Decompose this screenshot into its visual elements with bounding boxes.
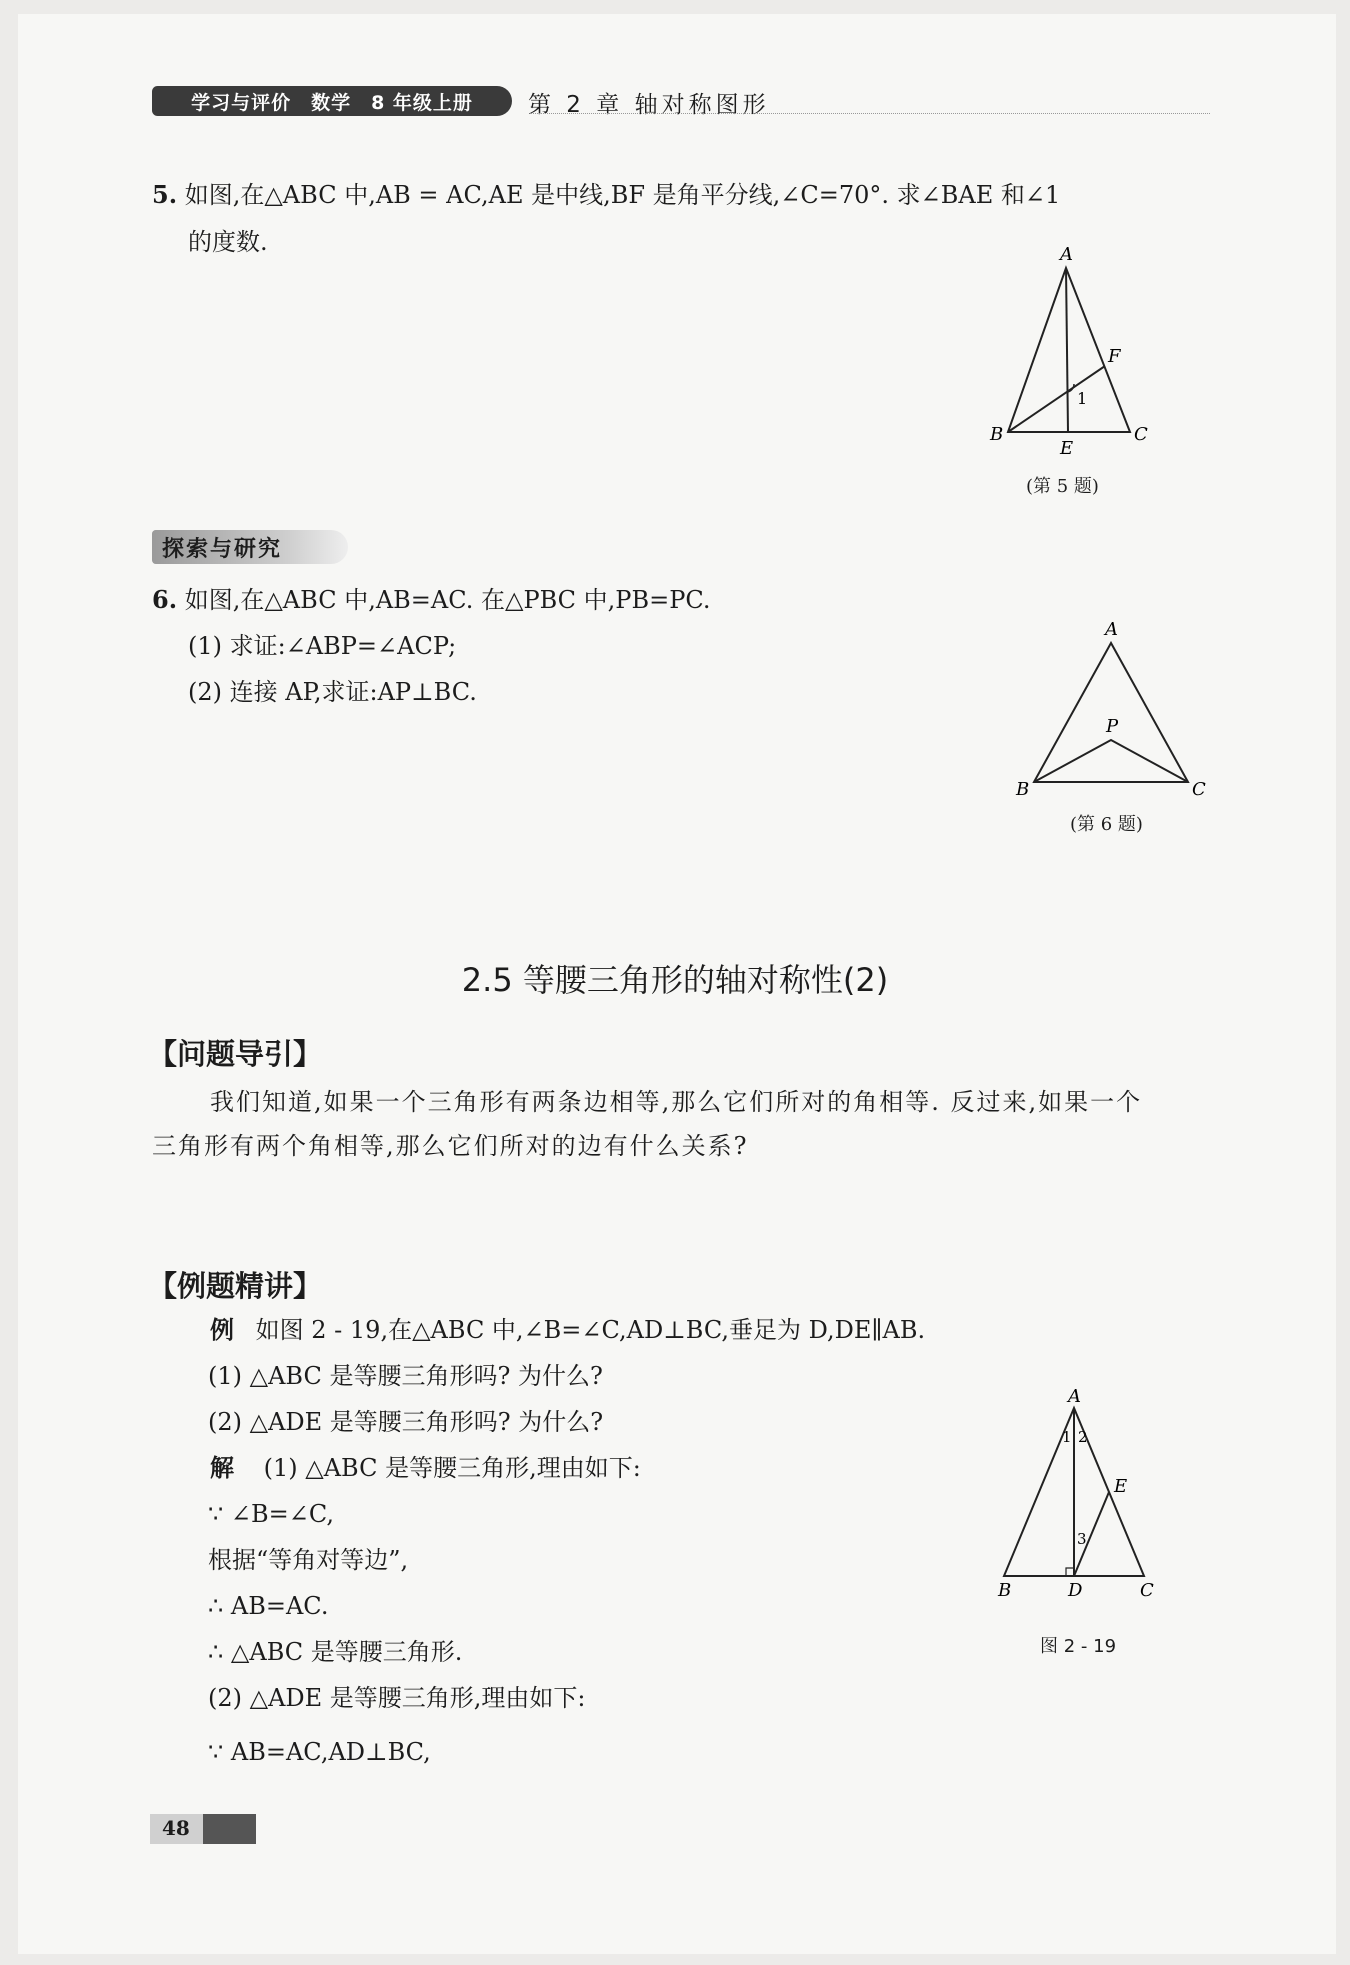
bisector-bf <box>1008 366 1105 432</box>
label-angle-3: 3 <box>1077 1530 1087 1548</box>
book-tag-grade: 8 年级上册 <box>371 91 473 114</box>
figure-2-19 <box>990 1380 1170 1600</box>
label-angle-2: 2 <box>1078 1428 1088 1446</box>
figure-5-caption: (第 5 题) <box>1026 476 1099 497</box>
book-tag-series: 学习与评价 <box>191 91 292 114</box>
problem-6-text: 如图,在△ABC 中,AB=AC. 在△PBC 中,PB=PC. <box>184 586 711 614</box>
solution-label: 解 <box>210 1454 234 1482</box>
problem-6-line1 <box>152 580 711 620</box>
example-statement-line <box>210 1310 925 1350</box>
solution-part1: (1) △ABC 是等腰三角形,理由如下: <box>263 1454 641 1482</box>
page-number: 48 <box>162 1816 190 1840</box>
solution-step-isosceles: ∴ △ABC 是等腰三角形. <box>208 1638 463 1666</box>
problem-5-text: 如图,在△ABC 中,AB = AC,AE 是中线,BF 是角平分线,∠C=70°. 求∠BAE 和∠1 <box>184 181 1061 209</box>
problem-5-number: 5. <box>152 180 178 209</box>
problem-6-part1: (1) 求证:∠ABP=∠ACP; <box>188 632 457 660</box>
figure-2-19-caption: 图 2 - 19 <box>1040 1636 1117 1657</box>
solution-step-part2-because: ∵ AB=AC,AD⊥BC, <box>208 1738 431 1766</box>
example-heading: 【例题精讲】 <box>148 1269 323 1303</box>
label-f: F <box>1108 346 1121 367</box>
figure-6-caption: (第 6 题) <box>1070 814 1143 835</box>
label-angle-1: 1 <box>1077 389 1088 408</box>
label-b: B <box>990 424 1004 445</box>
label-a: A <box>1068 1386 1081 1407</box>
solution-step-because: ∵ ∠B=∠C, <box>208 1500 334 1528</box>
example-label: 例 <box>210 1316 234 1344</box>
guide-heading: 【问题导引】 <box>148 1037 323 1071</box>
solution-step-ab-ac: ∴ AB=AC. <box>208 1592 329 1620</box>
header-rule <box>530 113 1210 114</box>
explore-heading: 探索与研究 <box>152 530 348 564</box>
label-angle-1: 1 <box>1062 1428 1072 1446</box>
solution-line1 <box>210 1448 641 1488</box>
label-e: E <box>1060 438 1074 459</box>
section-title: 2.5 等腰三角形的轴对称性(2) <box>461 961 889 999</box>
solution-step-rule: 根据“等角对等边”, <box>208 1546 409 1574</box>
example-q2: (2) △ADE 是等腰三角形吗? 为什么? <box>208 1408 604 1436</box>
guide-line2: 三角形有两个角相等,那么它们所对的边有什么关系? <box>152 1132 749 1160</box>
label-c: C <box>1140 1580 1154 1600</box>
label-d: D <box>1068 1580 1083 1600</box>
label-c: C <box>1192 779 1206 800</box>
median-ae <box>1066 268 1068 432</box>
label-p: P <box>1106 716 1119 737</box>
triangle-pbc <box>1034 740 1188 782</box>
example-q1: (1) △ABC 是等腰三角形吗? 为什么? <box>208 1362 603 1390</box>
figure-6 <box>1010 615 1210 805</box>
problem-5-line2: 的度数. <box>188 228 268 256</box>
label-b: B <box>1016 779 1030 800</box>
problem-5-line1 <box>152 175 1060 215</box>
label-e: E <box>1114 1476 1128 1497</box>
triangle-abc <box>1034 643 1188 782</box>
right-angle-mark <box>1066 1568 1074 1576</box>
problem-6-part2: (2) 连接 AP,求证:AP⊥BC. <box>188 678 477 706</box>
label-c: C <box>1134 424 1148 445</box>
chapter-title: 第 2 章 轴对称图形 <box>528 92 770 118</box>
label-b: B <box>998 1580 1012 1600</box>
guide-line1: 我们知道,如果一个三角形有两条边相等,那么它们所对的角相等. 反过来,如果一个 <box>210 1088 1143 1116</box>
solution-part2: (2) △ADE 是等腰三角形,理由如下: <box>208 1684 586 1712</box>
label-a: A <box>1060 244 1073 265</box>
problem-6-number: 6. <box>152 585 178 614</box>
example-statement: 如图 2 - 19,在△ABC 中,∠B=∠C,AD⊥BC,垂足为 D,DE∥AB. <box>255 1316 926 1344</box>
book-tag <box>152 86 512 116</box>
label-a: A <box>1105 619 1118 640</box>
figure-5 <box>980 240 1160 460</box>
book-tag-subject: 数学 <box>311 91 352 114</box>
page-number-badge <box>150 1814 256 1844</box>
